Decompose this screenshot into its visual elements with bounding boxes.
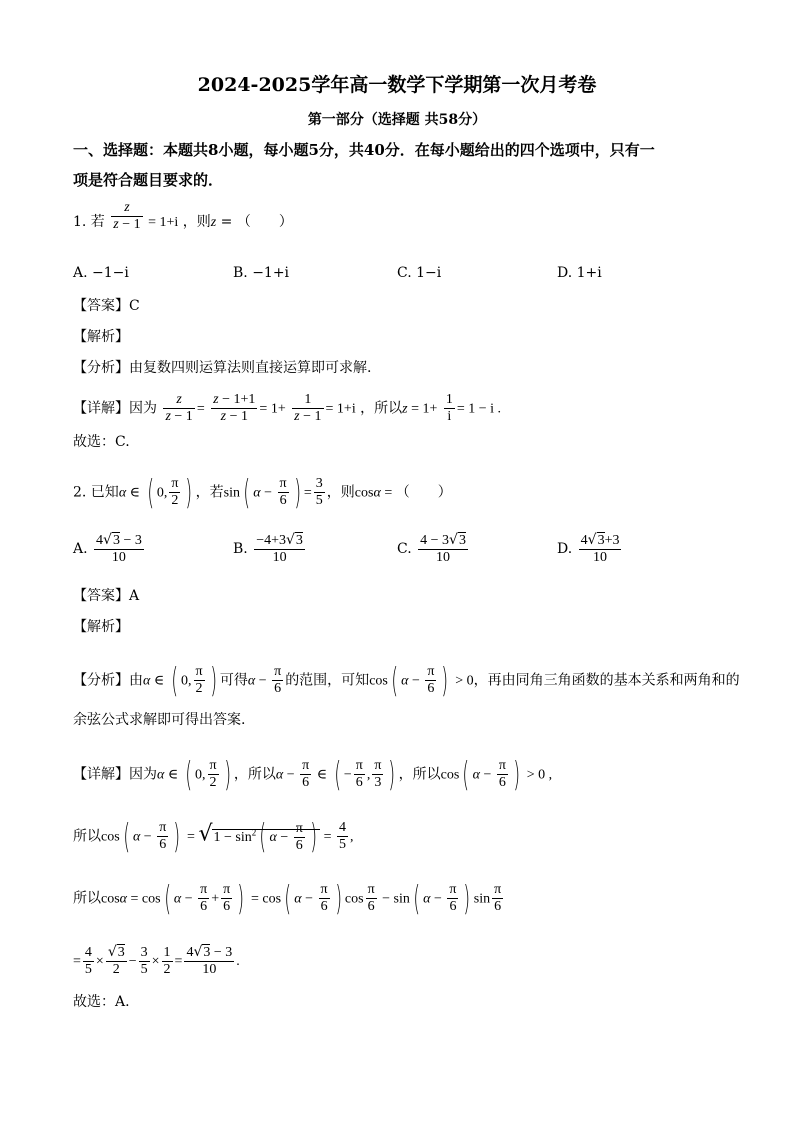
q1-stem: 1. 若 $\frac{z}{z - 1}$ = 1+i ，则z = （ ） <box>73 200 293 232</box>
q2-detail-line1: 【详解】因为α ∈ ( 0, $\frac{\pi}{2}$ ) ，所以α − $\frac{\pi}{6}$ ∈ ( − $\frac{\pi}{6}$ , $\frac{\pi}{3}$ ) ，所以cos( α − $\frac{\pi}{6}$ ) > 0 , <box>73 754 553 795</box>
q2-fenxi: 【分析】由α ∈ ( 0, $\frac{\pi}{2}$ ) 可得α − $\frac{\pi}{6}$ 的范围，可知cos( α − $\frac{\pi}{6}$ ) > 0，再由同角三角函数的基本关系和两角和的 <box>73 660 740 701</box>
q2-option-c: C. $\frac{4 - 3√3}{10}$ <box>397 532 466 565</box>
q2-answer: 【答案】A <box>73 588 140 604</box>
q1-option-d: D. 1+i <box>557 265 602 281</box>
q2-fenxi-line2: 余弦公式求解即可得出答案. <box>73 712 246 728</box>
exam-title: 2024-2025学年高一数学下学期第一次月考卷 <box>197 74 597 96</box>
section-heading-line1: 一、选择题：本题共8小题，每小题5分，共40分．在每小题给出的四个选项中，只有一 <box>73 141 655 159</box>
q1-fenxi: 【分析】由复数四则运算法则直接运算即可求解. <box>73 360 372 376</box>
q1-option-b: B. −1+i <box>233 265 290 281</box>
q2-detail-line4: = $\frac{4}{5}$ × $\frac{√3}{2}$ − $\frac{3}{5}$ × $\frac{1}{2}$ = $\frac{4√3 - 3}{10}$ . <box>73 944 240 977</box>
q2-stem: 2. 已知α ∈ ( 0, $\frac{\pi}{2}$ ) ，若sin( α − $\frac{\pi}{6}$ ) = $\frac{3}{5}$ ，则cosα = （ ） <box>73 472 452 513</box>
q2-choose: 故选：A. <box>73 994 130 1010</box>
q2-option-d: D. $\frac{4√3+3}{10}$ <box>557 532 620 565</box>
q1-detail: 【详解】因为 $\frac{z}{z - 1}$ = $\frac{z - 1+1}{z - 1}$ = 1+ $\frac{1}{z - 1}$ = 1+i ，所以z = 1+ $\frac{1}{i}$ = 1 − i . <box>73 392 502 424</box>
q2-detail-line2: 所以cos( α − $\frac{\pi}{6}$ ) = $√1 - \sin^2$( α − $\frac{\pi}{6}$ ) = $\frac{4}{5}$ , <box>73 816 354 858</box>
q1-option-a: A. −1−i <box>73 265 129 281</box>
q2-analysis-label: 【解析】 <box>73 619 129 635</box>
q1-choose: 故选：C. <box>73 434 130 450</box>
q1-prefix: 1. 若 <box>73 214 105 230</box>
q2-option-a: A. $\frac{4√3 - 3}{10}$ <box>73 532 142 565</box>
q1-option-c: C. 1−i <box>397 265 442 281</box>
q1-answer: 【答案】C <box>73 298 140 314</box>
q1-analysis-label: 【解析】 <box>73 329 129 345</box>
section-subtitle: 第一部分（选择题 共58分） <box>307 112 487 128</box>
section-heading-line2: 项是符合题目要求的． <box>73 171 224 189</box>
q2-option-b: B. $\frac{-4+3√3}{10}$ <box>233 532 303 565</box>
q2-detail-line3: 所以cosα = cos( α − $\frac{\pi}{6}$ + $\frac{\pi}{6}$ ) = cos( α − $\frac{\pi}{6}$ ) cos $\frac{\pi}{6}$ − sin( α − $\frac{\pi}{6}$ ) sin $\frac{\pi}{6}$ <box>73 878 502 919</box>
